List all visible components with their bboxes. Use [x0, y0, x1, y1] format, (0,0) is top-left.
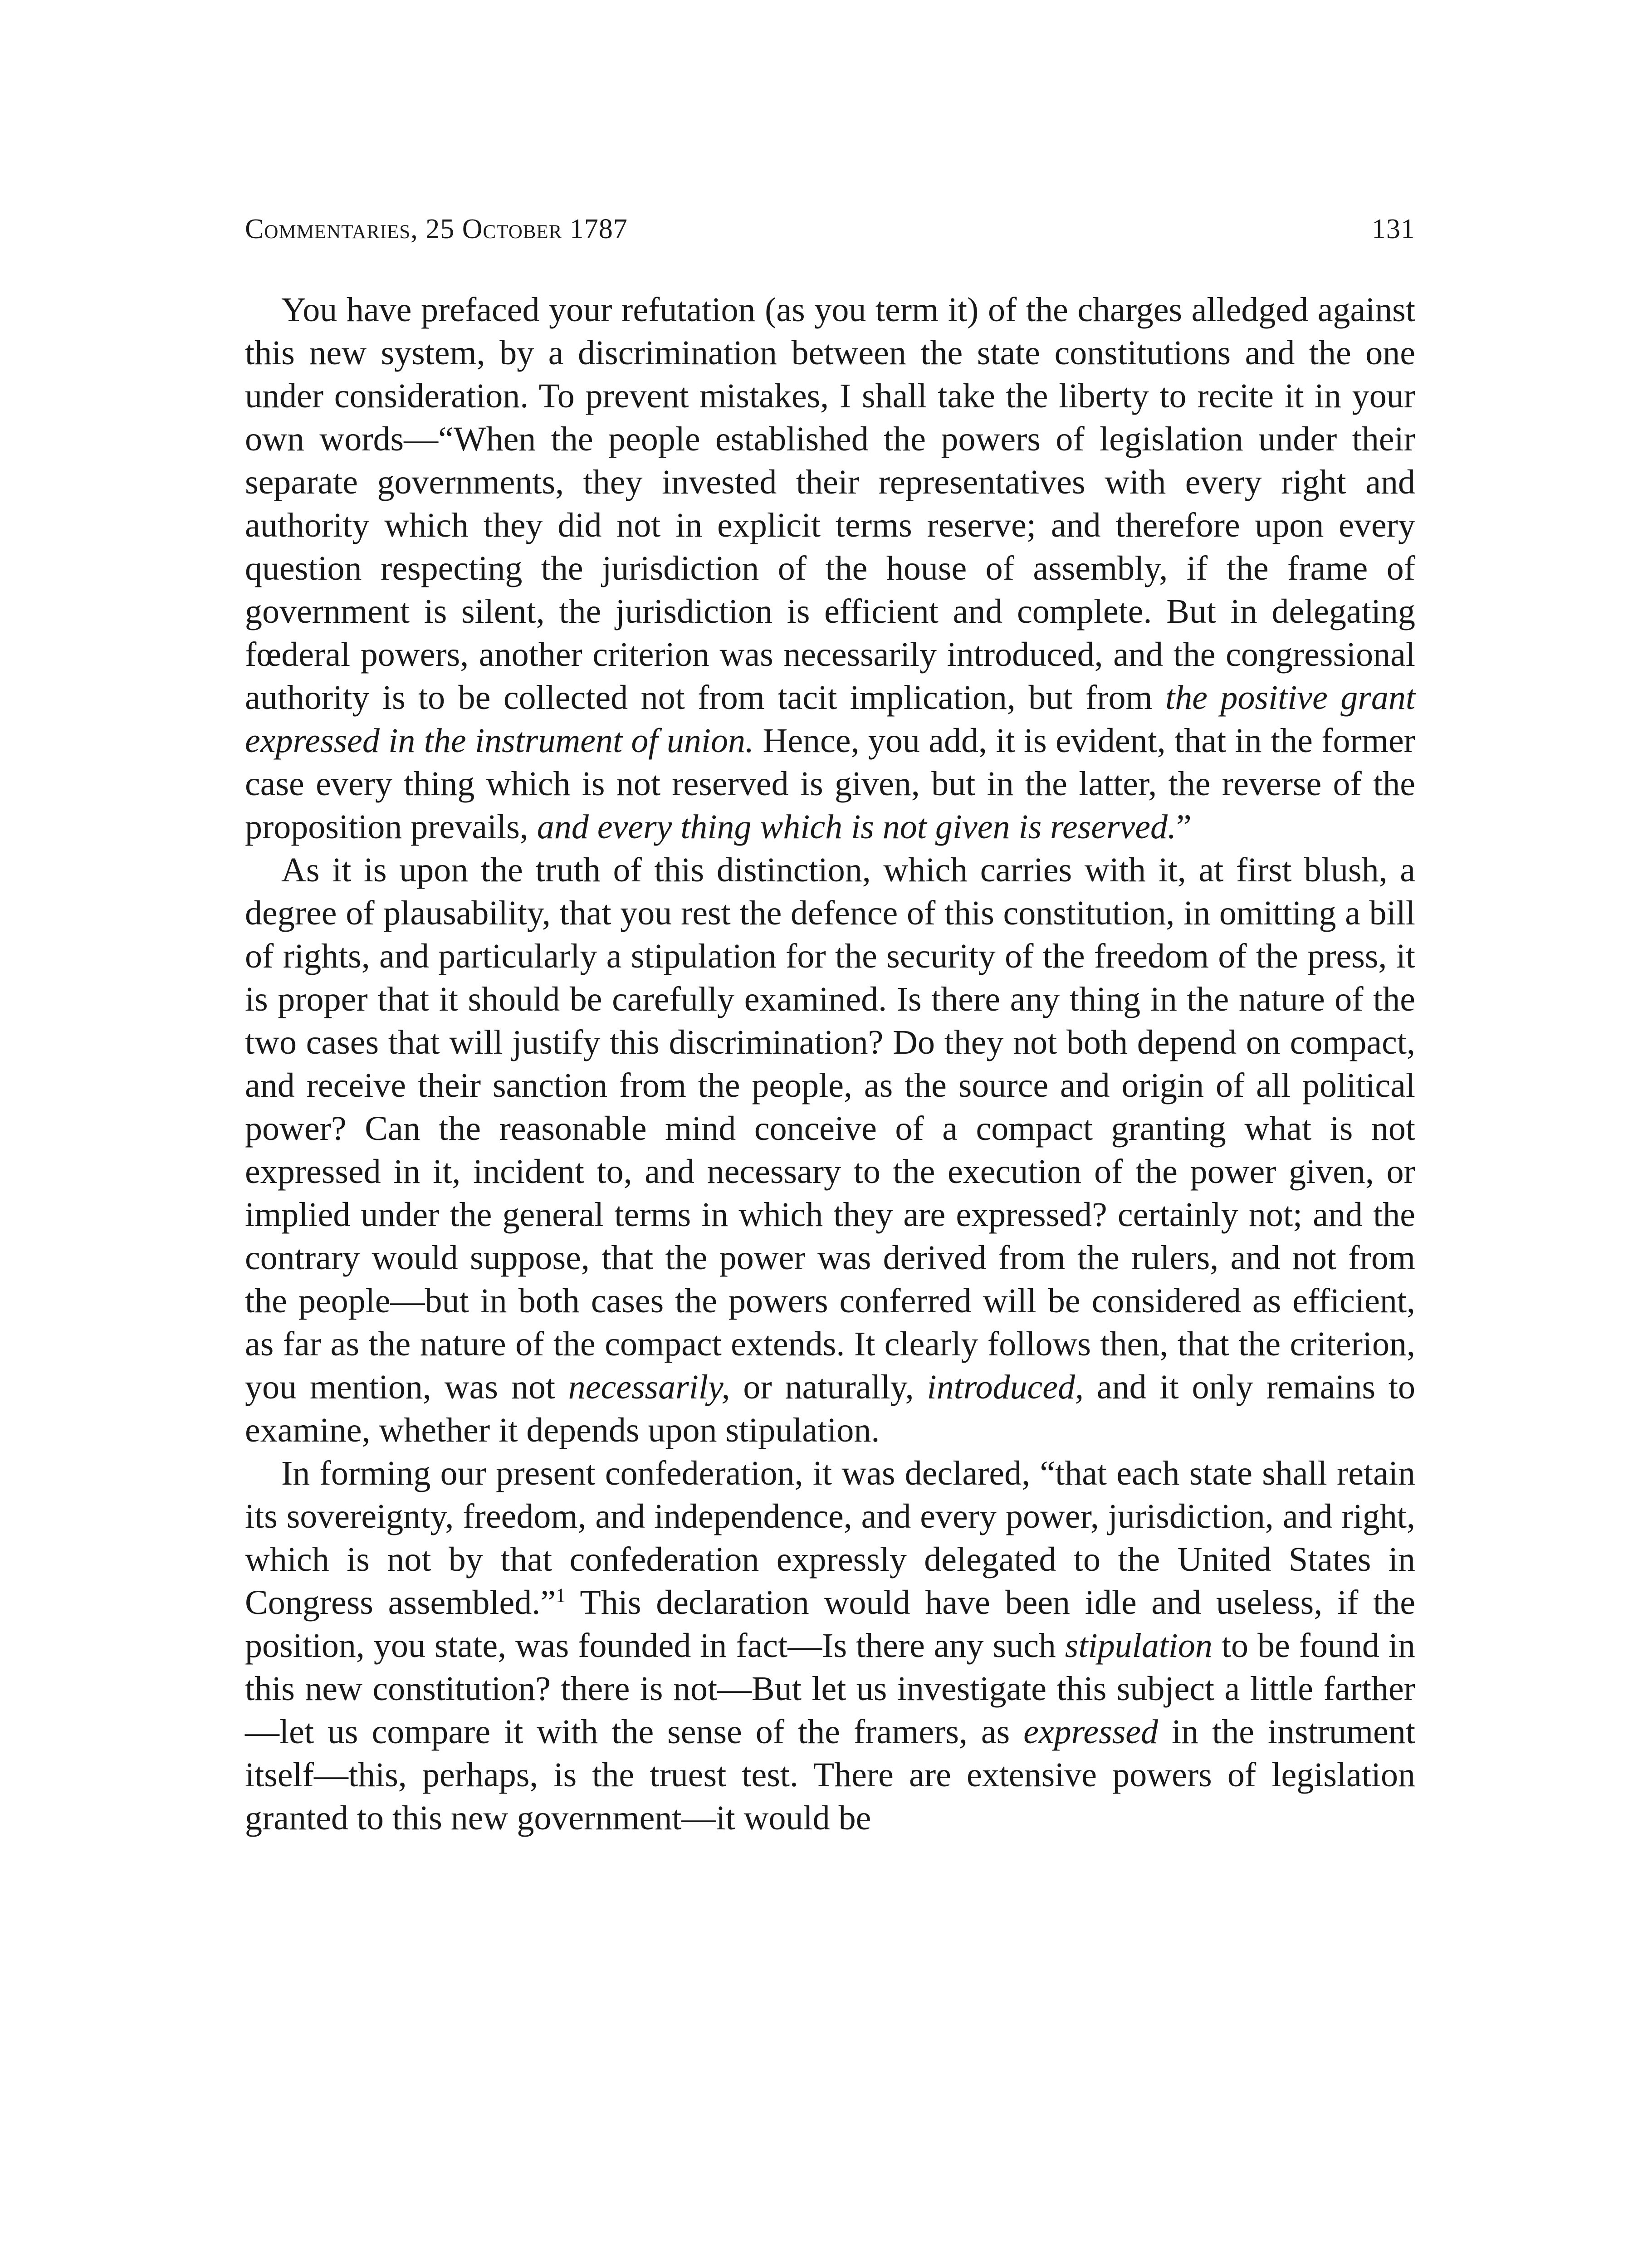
text-run: As it is upon the truth of this distinction, which carries with it, at first blush, a degree of plausability, that you rest the defence of this constitution, in omitting a bill of rights, and particularly a stipulation for the security of the freedom of the press, it is proper that it should be carefully examined. Is there any thing in the nature of the two cases that will justify this discrimination? Do they not both depend on compact, and receive their sanction from the people, as the source and origin of all political power? Can the reasonable mind conceive of a compact granting what is not expressed in it, incident to, and necessary to the execution of the power given, or implied under the general terms in which they are expressed? certainly not; and the contrary would suppose, that the power was derived from the rulers, and not from the people—but in both cases the powers conferred will be considered as efficient, as far as the nature of the compact extends. It clearly follows then, that the criterion, you mention, was not: [245, 851, 1415, 1406]
paragraph: [245, 849, 1415, 1452]
italic-run: expressed: [1023, 1713, 1159, 1751]
page-number: 131: [1372, 214, 1415, 244]
text-run: in the instrument itself—this, perhaps, is the truest test. There are extensive powers of legislation granted to this new government—it would be: [245, 1713, 1415, 1837]
text-run: ”: [1176, 808, 1192, 846]
running-title: Commentaries, 25 October 1787: [245, 214, 628, 244]
text-run: and it only remains to examine, whether it depends upon stipulation.: [245, 1368, 1415, 1449]
italic-run: necessarily,: [568, 1368, 730, 1406]
footnote-ref: 1: [555, 1584, 566, 1607]
text-run: In forming our present confederation, it was declared, “that each state shall retain its sovereignty, freedom, and independence, and every power, jurisdiction, and right, which is not by that confederation expressly delegated to the United States in Congress assembled.”: [245, 1454, 1415, 1622]
italic-run: stipulation: [1065, 1627, 1213, 1665]
italic-run: and every thing which is not given is reserved.: [537, 808, 1177, 846]
italic-run: the positive grant expressed in the instrument of union.: [245, 679, 1415, 760]
text-run: Hence, you add, it is evident, that in the former case every thing which is not reserved is given, but in the latter, the reverse of the proposition prevails,: [245, 722, 1415, 846]
paragraph: [245, 288, 1415, 849]
text-run: You have prefaced your refutation (as you term it) of the charges alledged against this new system, by a discrimination between the state constitutions and the one under consideration. To prevent mistakes, I shall take the liberty to recite it in your own words—“When the people established the powers of legislation under their separate governments, they invested their representatives with every right and authority which they did not in explicit terms reserve; and therefore upon every question respecting the jurisdiction of the house of assembly, if the frame of government is silent, the jurisdiction is efficient and complete. But in delegating fœderal powers, another criterion was necessarily introduced, and the congressional authority is to be collected not from tacit implication, but from: [245, 291, 1415, 717]
text-run: to be found in this new constitution? there is not—But let us investigate this subject a little farther—let us compare it with the sense of the framers, as: [245, 1627, 1415, 1751]
text-run: or naturally,: [730, 1368, 927, 1406]
text-run: This declaration would have been idle and useless, if the position, you state, was founded in fact—Is there any such: [245, 1584, 1415, 1665]
paragraph: [245, 1452, 1415, 1840]
running-head: [245, 213, 1415, 245]
italic-run: introduced,: [927, 1368, 1084, 1406]
body-text: [245, 288, 1415, 1840]
page: [245, 213, 1415, 1840]
